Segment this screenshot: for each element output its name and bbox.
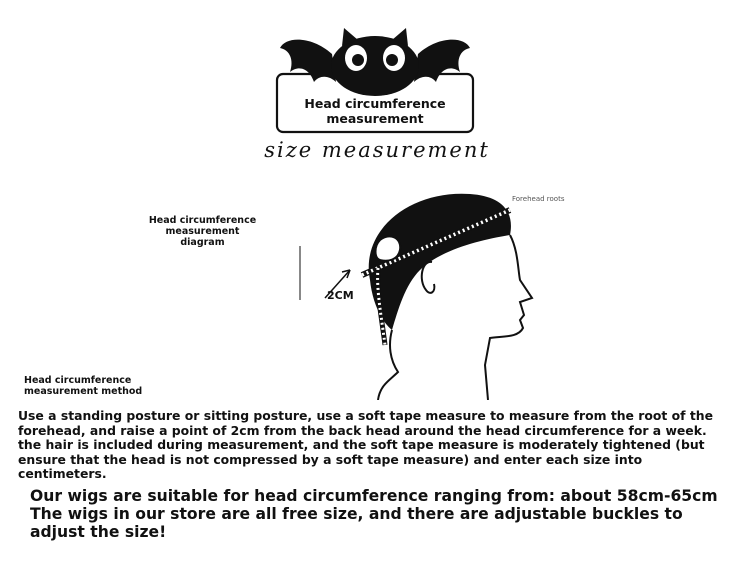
badge-title: Head circumference measurement — [304, 96, 446, 126]
forehead-roots-label: Forehead roots — [512, 195, 565, 203]
method-label: Head circumference measurement method — [24, 375, 143, 397]
head-profile-icon — [280, 180, 580, 400]
diagram-label: Head circumference measurement diagram — [148, 215, 257, 248]
cm-label: 2CM — [327, 289, 354, 302]
size-note: Our wigs are suitable for head circumference ranging from: about 58cm-65cm The wigs in our store are all free size, and there are adjustable buckles to adjust the size! — [30, 487, 718, 541]
banner-title: size measurement — [264, 138, 490, 162]
instructions-text: Use a standing posture or sitting posture, use a soft tape measure to measure from the root of the forehead, and raise a point of 2cm from the back head around the head circumference for a week. the hair is included during measurement, and the soft tape measure is moderately tightened (but ensure that the head is not compressed by a soft tape measure) and enter each size into centimeters. — [18, 408, 714, 481]
